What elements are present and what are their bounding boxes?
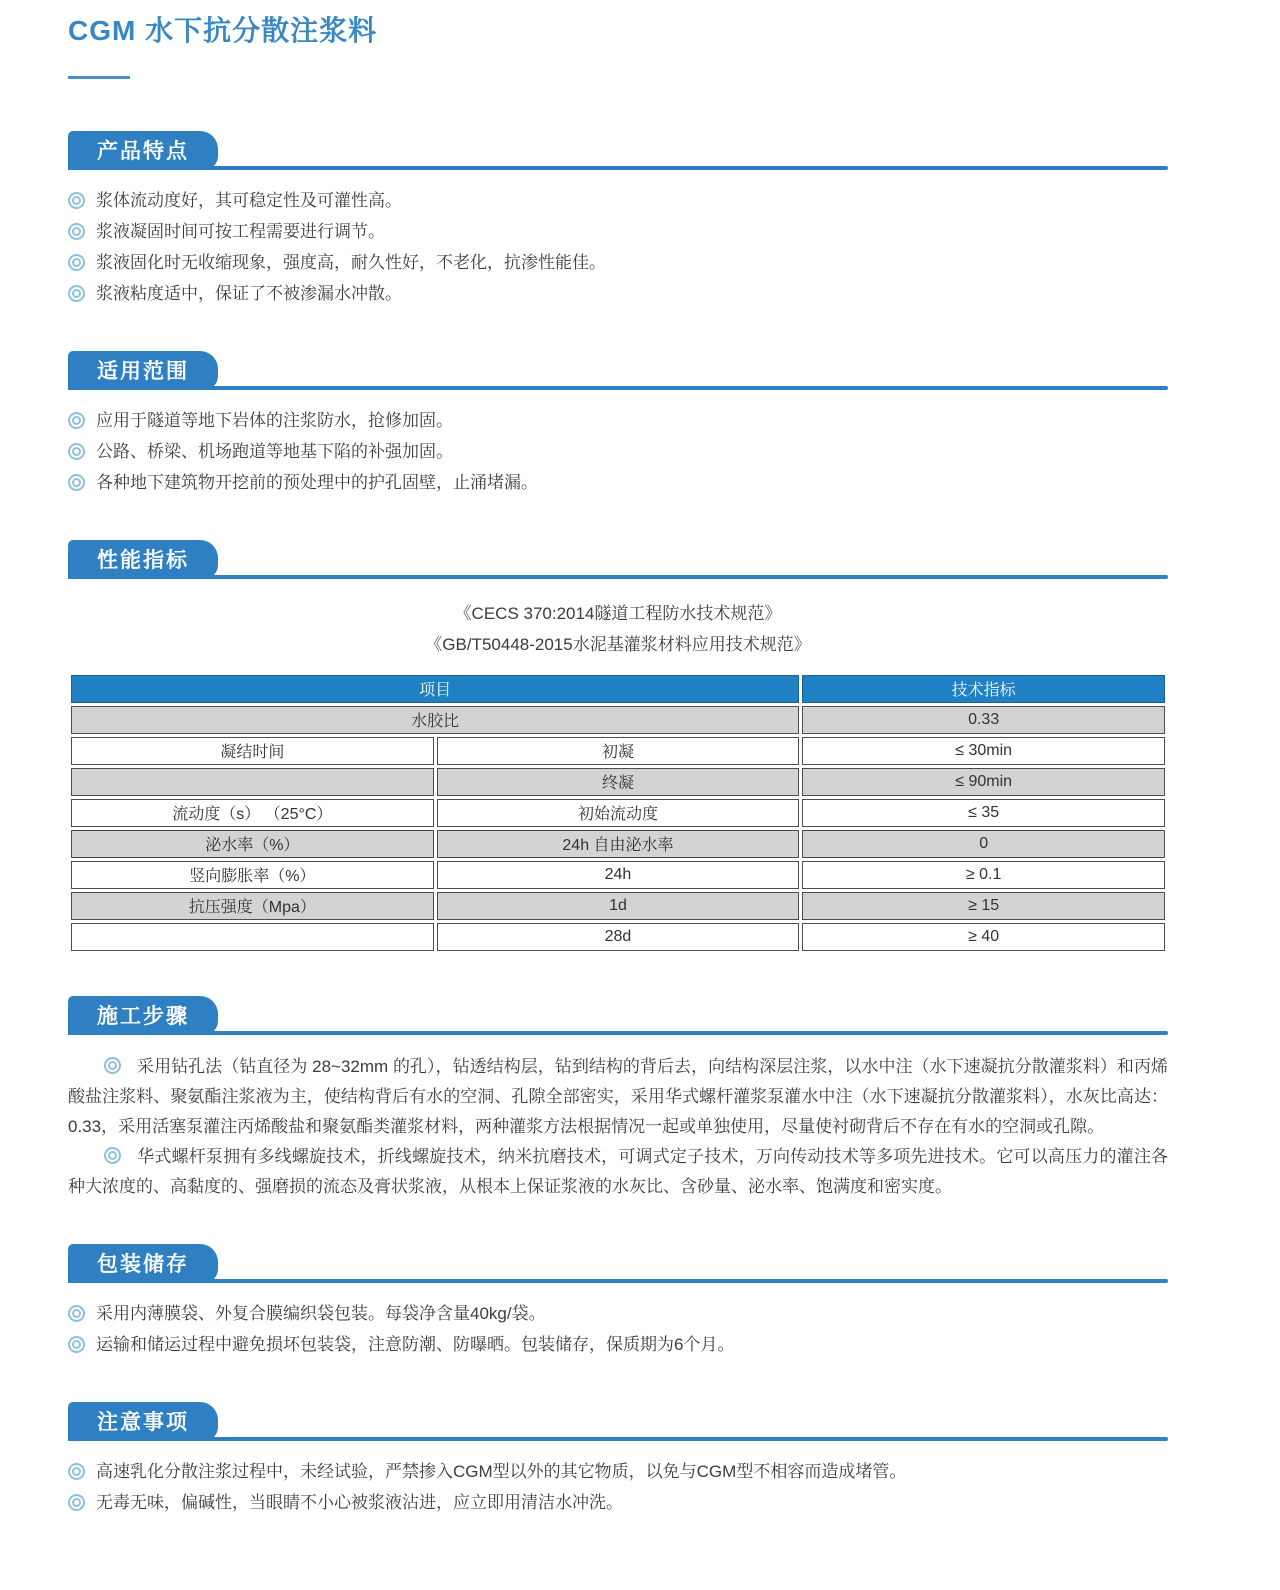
section-features [68, 131, 1168, 309]
ring-bullet-icon [68, 1494, 85, 1511]
cell-sub-item: 24h [437, 861, 800, 889]
cell-item [71, 768, 434, 796]
section-divider [68, 1031, 1168, 1035]
title-underline [68, 76, 130, 79]
step-text: 华式螺杆泵拥有多线螺旋技术，折线螺旋技术，纳米抗磨技术，可调式定子技术，万向传动技术等多项先进技术。它可以高压力的灌注各种大浓度的、高黏度的、强磨损的流态及膏状浆液，从根本上保证浆液的水灰比、含砂量、泌水率、饱满度和密实度。 [68, 1146, 1168, 1196]
cell-item [71, 923, 434, 951]
cell-item: 水胶比 [71, 706, 799, 734]
ring-bullet-icon [104, 1147, 121, 1164]
list-item-text: 公路、桥梁、机场跑道等地基下陷的补强加固。 [96, 441, 453, 461]
packaging-list [68, 1298, 1168, 1360]
list-item-text: 采用内薄膜袋、外复合膜编织袋包装。每袋净含量40kg/袋。 [96, 1303, 546, 1323]
ring-bullet-icon [68, 474, 85, 491]
ring-bullet-icon [68, 192, 85, 209]
cell-sub-item: 初始流动度 [437, 799, 800, 827]
precautions-header [68, 1402, 1168, 1444]
list-item-text: 应用于隧道等地下岩体的注浆防水，抢修加固。 [96, 410, 453, 430]
cell-item: 抗压强度（Mpa） [71, 892, 434, 920]
scope-tab [68, 351, 218, 390]
column-header-item: 项目 [71, 675, 799, 703]
features-header [68, 131, 1168, 173]
cell-value: ≥ 15 [802, 892, 1165, 920]
list-item-text: 运输和储运过程中避免损坏包装袋，注意防潮、防曝晒。包装储存，保质期为6个月。 [96, 1334, 735, 1354]
list-item [68, 467, 1168, 498]
section-divider [68, 575, 1168, 579]
ring-bullet-icon [68, 412, 85, 429]
ring-bullet-icon [68, 1336, 85, 1353]
cell-sub-item: 1d [437, 892, 800, 920]
performance-header [68, 540, 1168, 582]
section-title: 施工步骤 [97, 1005, 189, 1029]
step-paragraph [68, 1052, 1168, 1142]
column-header-spec: 技术指标 [802, 675, 1165, 703]
standard-reference: 《CECS 370:2014隧道工程防水技术规范》 [454, 603, 782, 623]
section-packaging [68, 1244, 1168, 1360]
section-construction [68, 996, 1168, 1202]
cell-value: ≥ 40 [802, 923, 1165, 951]
standard-reference: 《GB/T50448-2015水泥基灌浆材料应用技术规范》 [425, 634, 811, 654]
section-title: 适用范围 [97, 360, 189, 384]
construction-tab [68, 996, 218, 1035]
cell-value: 0 [802, 830, 1165, 858]
ring-bullet-icon [68, 285, 85, 302]
packaging-tab [68, 1244, 218, 1283]
section-divider [68, 1437, 1168, 1441]
performance-table [68, 672, 1168, 954]
performance-tab [68, 540, 218, 579]
list-item-text: 浆液凝固时间可按工程需要进行调节。 [96, 221, 385, 241]
precautions-tab [68, 1402, 218, 1441]
scope-list [68, 405, 1168, 498]
features-tab [68, 131, 218, 170]
list-item [68, 185, 1168, 216]
cell-item: 流动度（s） （25°C） [71, 799, 434, 827]
section-title: 性能指标 [97, 549, 189, 573]
cell-item: 泌水率（%） [71, 830, 434, 858]
section-precautions [68, 1402, 1168, 1518]
list-item [68, 1298, 1168, 1329]
features-list [68, 185, 1168, 309]
cell-value: ≤ 30min [802, 737, 1165, 765]
section-divider [68, 166, 1168, 170]
section-scope [68, 351, 1168, 498]
cell-item: 竖向膨胀率（%） [71, 861, 434, 889]
list-item-text: 浆液粘度适中，保证了不被渗漏水冲散。 [96, 283, 402, 303]
section-title: 包装储存 [97, 1253, 189, 1277]
list-item-text: 高速乳化分散注浆过程中，未经试验，严禁掺入CGM型以外的其它物质，以免与CGM型不相容而造成堵管。 [96, 1461, 907, 1481]
table-header-row [71, 675, 1165, 703]
ring-bullet-icon [104, 1057, 121, 1074]
cell-value: ≥ 0.1 [802, 861, 1165, 889]
ring-bullet-icon [68, 1463, 85, 1480]
cell-value: ≤ 35 [802, 799, 1165, 827]
list-item [68, 436, 1168, 467]
list-item-text: 各种地下建筑物开挖前的预处理中的护孔固壁，止涌堵漏。 [96, 472, 538, 492]
table-row [71, 923, 1165, 951]
list-item [68, 247, 1168, 278]
ring-bullet-icon [68, 254, 85, 271]
section-divider [68, 386, 1168, 390]
cell-sub-item: 24h 自由泌水率 [437, 830, 800, 858]
table-row [71, 706, 1165, 734]
list-item [68, 278, 1168, 309]
list-item [68, 1329, 1168, 1360]
table-row [71, 892, 1165, 920]
cell-sub-item: 28d [437, 923, 800, 951]
list-item [68, 405, 1168, 436]
cell-sub-item: 终凝 [437, 768, 800, 796]
section-performance [68, 540, 1168, 954]
list-item [68, 216, 1168, 247]
table-row [71, 768, 1165, 796]
ring-bullet-icon [68, 443, 85, 460]
precautions-list [68, 1456, 1168, 1518]
step-paragraph [68, 1142, 1168, 1202]
table-row [71, 737, 1165, 765]
cell-value: ≤ 90min [802, 768, 1165, 796]
list-item-text: 无毒无味，偏碱性，当眼睛不小心被浆液沾进，应立即用清洁水冲洗。 [96, 1492, 623, 1512]
list-item [68, 1456, 1168, 1487]
construction-header [68, 996, 1168, 1038]
step-text: 采用钻孔法（钻直径为 28~32mm 的孔），钻透结构层，钻到结构的背后去，向结构深层注浆，以水中注（水下速凝抗分散灌浆料）和丙烯酸盐注浆料、聚氨酯注浆液为主，使结构背后有水的空洞、孔隙全部密实，采用华式螺杆灌浆泵灌水中注（水下速凝抗分散灌浆料），水灰比高达：0.33，采用活塞泵灌注丙烯酸盐和聚氨酯类灌浆材料，两种灌浆方法根据情况一起或单独使用，尽量使衬砌背后不存在有水的空洞或孔隙。 [68, 1056, 1168, 1136]
ring-bullet-icon [68, 1305, 85, 1322]
table-row [71, 861, 1165, 889]
section-title: 注意事项 [97, 1411, 189, 1435]
table-row [71, 799, 1165, 827]
section-title: 产品特点 [97, 140, 189, 164]
list-item-text: 浆体流动度好，其可稳定性及可灌性高。 [96, 190, 402, 210]
standards-references [68, 598, 1168, 660]
cell-item: 凝结时间 [71, 737, 434, 765]
section-divider [68, 1279, 1168, 1283]
packaging-header [68, 1244, 1168, 1286]
construction-steps [68, 1052, 1168, 1202]
list-item [68, 1487, 1168, 1518]
cell-sub-item: 初凝 [437, 737, 800, 765]
scope-header [68, 351, 1168, 393]
page-title: CGM 水下抗分散注浆料 [68, 15, 378, 46]
ring-bullet-icon [68, 223, 85, 240]
cell-value: 0.33 [802, 706, 1165, 734]
table-row [71, 830, 1165, 858]
list-item-text: 浆液固化时无收缩现象，强度高，耐久性好，不老化，抗渗性能佳。 [96, 252, 606, 272]
